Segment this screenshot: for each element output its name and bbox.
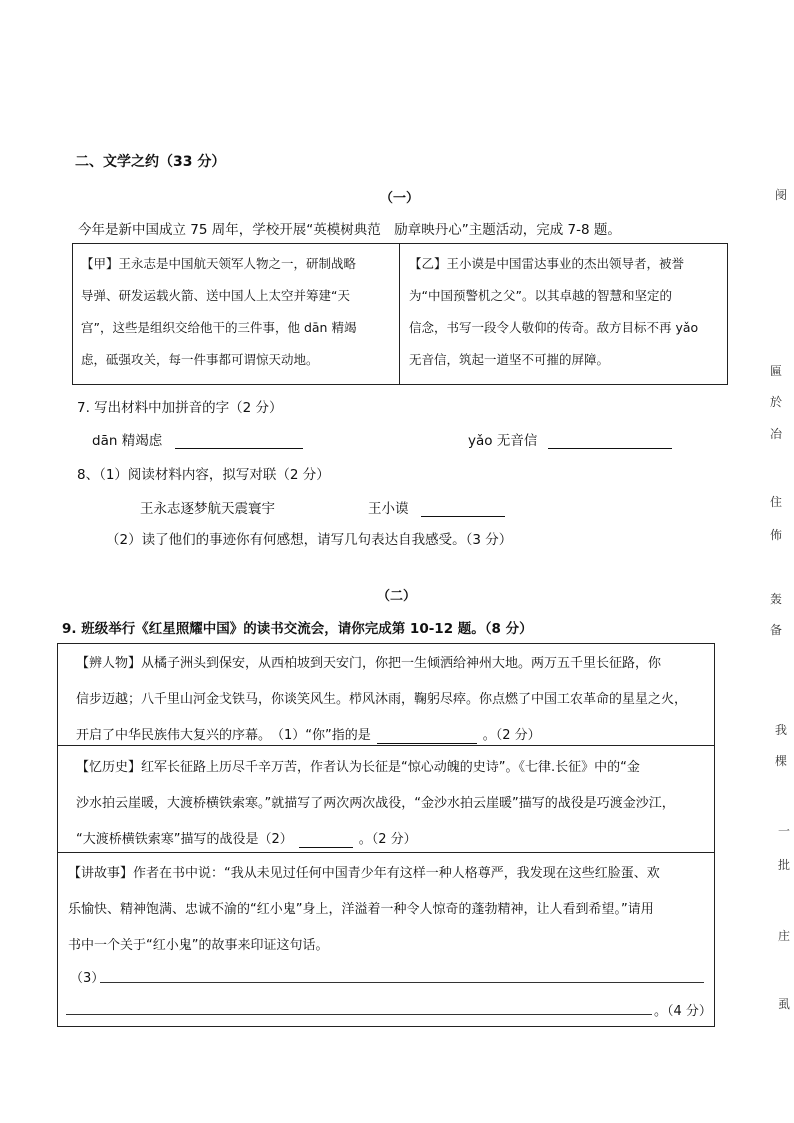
reading-table bbox=[57, 643, 715, 1027]
row-identify-person bbox=[58, 646, 714, 754]
q7-item2-text: yǎo 无音信 bbox=[468, 433, 538, 449]
margin-mark: 阌 bbox=[775, 188, 788, 202]
row2-line: 【忆历史】红军长征路上历尽千辛万苦，作者认为长征是“惊心动魄的史诗”。《七律.长征》中的“金 bbox=[76, 760, 640, 775]
material-yi bbox=[401, 246, 727, 378]
row1-score: 。（2 分） bbox=[482, 728, 541, 743]
row2-line: 沙水拍云崖暖，大渡桥横铁索寒。”就描写了两次两次战役，“金沙水拍云崖暖”描写的战役是巧渡金沙江， bbox=[76, 796, 675, 811]
table-divider bbox=[399, 244, 400, 384]
margin-mark: 轰 bbox=[770, 592, 783, 606]
material-yi-line: 信念，书写一段令人敬仰的传奇。敌方目标不再 yǎo bbox=[409, 320, 699, 335]
part2-heading: （二） bbox=[377, 589, 417, 604]
q3-score: 。（4 分） bbox=[654, 1004, 712, 1019]
margin-mark: 备 bbox=[770, 623, 783, 637]
row3-line: 【讲故事】作者在书中说：“我从未见过任何中国青少年有这样一种人格尊严，我发现在这些红脸蛋、欢 bbox=[68, 866, 660, 881]
q3-label: （3） bbox=[70, 971, 105, 986]
row2-prompt: “大渡桥横铁索寒”描写的战役是（2） bbox=[76, 832, 293, 847]
margin-mark: 住 bbox=[770, 495, 783, 509]
q7-answer1-blank[interactable] bbox=[175, 434, 303, 449]
part1-heading: （一） bbox=[380, 191, 420, 206]
q7-label: 7. 写出材料中加拼音的字（2 分） bbox=[77, 400, 283, 416]
margin-mark: 匾 bbox=[770, 364, 783, 378]
row1-line: 信步迈越；八千里山河金戈铁马，你谈笑风生。栉风沐雨，鞠躬尽瘁。你点燃了中国工农革命的星星之火， bbox=[76, 692, 688, 707]
margin-mark: 我 bbox=[775, 723, 788, 737]
margin-mark: 虱 bbox=[778, 997, 791, 1011]
row3-line: 书中一个关于“红小鬼”的故事来印证这句话。 bbox=[68, 938, 329, 953]
q7-item1-text: dān 精竭虑 bbox=[92, 433, 163, 449]
row-recall-history bbox=[58, 750, 714, 858]
margin-mark: 庄 bbox=[778, 929, 791, 943]
material-table bbox=[72, 243, 728, 385]
q2-answer-blank[interactable] bbox=[299, 833, 353, 848]
row1-line-answer bbox=[76, 718, 704, 754]
row-divider bbox=[58, 852, 714, 853]
material-yi-line: 为“中国预警机之父”。以其卓越的智慧和坚定的 bbox=[409, 288, 672, 303]
section-title: 二、文学之约（33 分） bbox=[75, 154, 226, 170]
margin-mark: 棵 bbox=[775, 754, 788, 768]
margin-mark: 佈 bbox=[770, 528, 783, 542]
couplet-answer-blank[interactable] bbox=[421, 502, 505, 517]
material-jia-line: 宫”，这些是组织交给他干的三件事，他 dān 精竭 bbox=[81, 320, 357, 335]
q8-part2: （2）读了他们的事迹你有何感想，请写几句表达自我感受。（3 分） bbox=[106, 532, 513, 548]
intro-text: 今年是新中国成立 75 周年，学校开展“英模树典范 励章映丹心”主题活动，完成 7-8 题。 bbox=[78, 222, 621, 238]
material-yi-line: 【乙】王小谟是中国雷达事业的杰出领导者，被誉 bbox=[409, 256, 685, 271]
row-divider bbox=[58, 745, 714, 746]
row2-score: 。（2 分） bbox=[358, 832, 417, 847]
material-jia bbox=[73, 246, 399, 378]
couplet-left: 王永志逐梦航天震寰宇 bbox=[140, 501, 275, 517]
row-tell-story bbox=[58, 856, 714, 964]
q7-item1 bbox=[92, 429, 303, 449]
margin-mark: 冶 bbox=[770, 427, 783, 441]
couplet-right bbox=[368, 497, 505, 517]
q3-answer-line2[interactable] bbox=[66, 1014, 652, 1015]
material-jia-line: 导弹、研发运载火箭、送中国人上太空并筹建“天 bbox=[81, 288, 350, 303]
material-yi-line: 无音信，筑起一道坚不可摧的屏障。 bbox=[409, 352, 610, 367]
q7-item2 bbox=[468, 429, 672, 449]
couplet-right-text: 王小谟 bbox=[368, 501, 409, 517]
q8-part1: 8、（1）阅读材料内容，拟写对联（2 分） bbox=[77, 467, 330, 483]
q3-answer-line1[interactable] bbox=[100, 982, 704, 983]
row1-line: 【辨人物】从橘子洲头到保安，从西柏坡到天安门，你把一生倾洒给神州大地。两万五千里长征路，你 bbox=[76, 656, 662, 671]
margin-mark: 批 bbox=[778, 858, 791, 872]
row3-line: 乐愉快、精神饱满、忠诚不渝的“红小鬼”身上，洋溢着一种令人惊奇的蓬勃精神，让人看到希望。”请用 bbox=[68, 902, 654, 917]
material-jia-line: 【甲】王永志是中国航天领军人物之一，研制战略 bbox=[81, 256, 357, 271]
material-jia-line: 虑，砥强攻关，每一件事都可谓惊天动地。 bbox=[81, 352, 319, 367]
margin-mark: 一 bbox=[778, 824, 791, 838]
q9-intro: 9. 班级举行《红星照耀中国》的读书交流会，请你完成第 10-12 题。（8 分） bbox=[62, 621, 533, 637]
margin-mark: 於 bbox=[770, 395, 783, 409]
q1-answer-blank[interactable] bbox=[377, 729, 477, 744]
q7-answer2-blank[interactable] bbox=[548, 434, 672, 449]
row1-prompt: 开启了中华民族伟大复兴的序幕。 （1）“你”指的是 bbox=[76, 728, 371, 743]
